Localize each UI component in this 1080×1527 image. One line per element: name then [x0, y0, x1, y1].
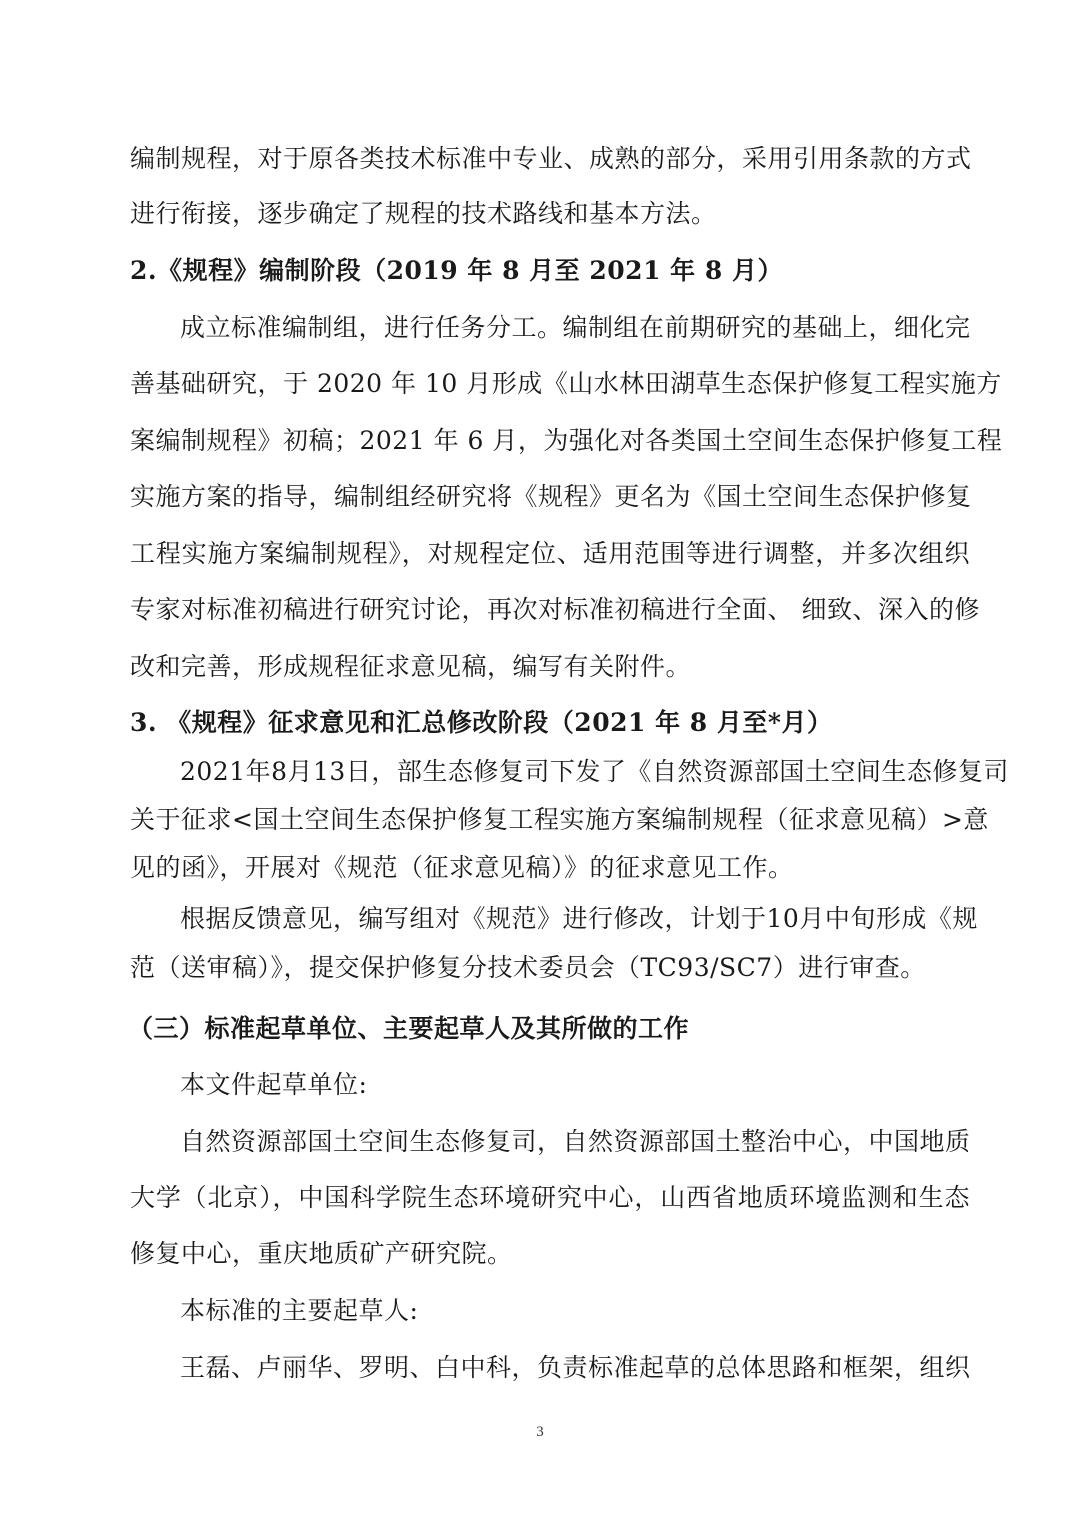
paragraph-line: 本标准的主要起草人:	[180, 1296, 419, 1325]
paragraph-line: 大学（北京），中国科学院生态环境研究中心，山西省地质环境监测和生态	[130, 1183, 970, 1212]
paragraph-line: 关于征求<国土空间生态保护修复工程实施方案编制规程（征求意见稿）>意	[130, 805, 989, 834]
paragraph-line: 编制规程，对于原各类技术标准中专业、成熟的部分，采用引用条款的方式	[130, 144, 972, 173]
section-heading-3: 3. 《规程》征求意见和汇总修改阶段（2021 年 8 月至*月）	[130, 708, 833, 737]
paragraph-line: 实施方案的指导，编制组经研究将《规程》更名为《国土空间生态保护修复	[130, 482, 972, 511]
paragraph-line: 专家对标准初稿进行研究讨论，再次对标准初稿进行全面、 细致、深入的修	[130, 595, 980, 624]
paragraph-line: 进行衔接，逐步确定了规程的技术路线和基本方法。	[130, 199, 717, 228]
paragraph-line: 王磊、卢丽华、罗明、白中科，负责标准起草的总体思路和框架，组织	[180, 1353, 971, 1382]
paragraph-line: 修复中心，重庆地质矿产研究院。	[130, 1239, 513, 1268]
paragraph-line: 工程实施方案编制规程》，对规程定位、适用范围等进行调整，并多次组织	[130, 539, 970, 568]
paragraph-line: 本文件起草单位:	[180, 1070, 368, 1099]
paragraph-line: 范（送审稿）》，提交保护修复分技术委员会（TC93/SC7）进行审查。	[130, 953, 926, 982]
paragraph-line: 2021年8月13日，部生态修复司下发了《自然资源部国土空间生态修复司	[180, 757, 1009, 786]
page-number: 3	[536, 1424, 544, 1440]
paragraph-line: 善基础研究，于 2020 年 10 月形成《山水林田湖草生态保护修复工程实施方	[130, 369, 1002, 398]
section-heading-2: 2.《规程》编制阶段（2019 年 8 月至 2021 年 8 月）	[130, 256, 783, 285]
paragraph-line: 成立标准编制组，进行任务分工。编制组在前期研究的基础上，细化完	[180, 313, 971, 342]
paragraph-line: 自然资源部国土空间生态修复司，自然资源部国土整治中心，中国地质	[180, 1127, 971, 1156]
paragraph-line: 改和完善，形成规程征求意见稿，编写有关附件。	[130, 652, 692, 681]
section-heading-three: （三）标准起草单位、主要起草人及其所做的工作	[128, 1014, 690, 1043]
paragraph-line: 根据反馈意见，编写组对《规范》进行修改，计划于10月中旬形成《规	[180, 904, 978, 933]
paragraph-line: 案编制规程》初稿；2021 年 6 月，为强化对各类国土空间生态保护修复工程	[130, 426, 1003, 455]
paragraph-line: 见的函》，开展对《规范（征求意见稿）》的征求意见工作。	[130, 853, 794, 882]
